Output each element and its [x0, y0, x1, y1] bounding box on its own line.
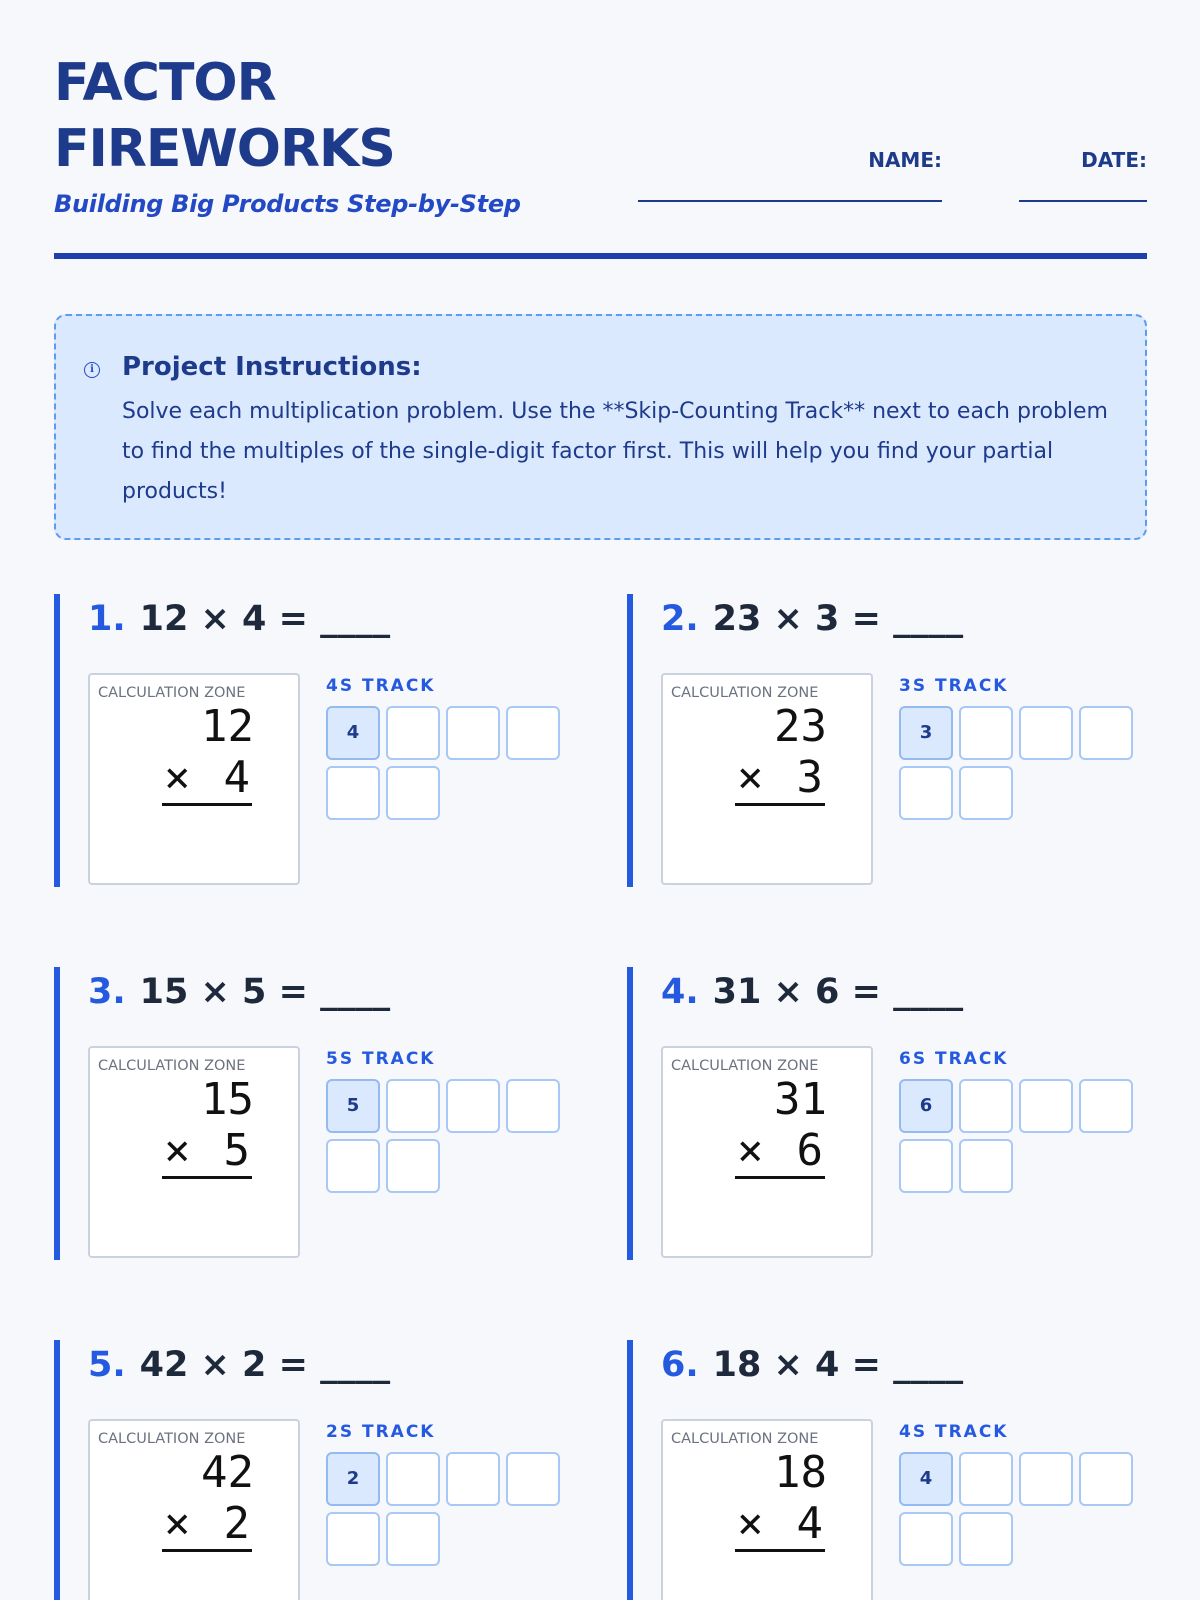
track-cell-given: 2 [326, 1452, 380, 1506]
track-cell-given: 5 [326, 1079, 380, 1133]
track-cell-blank[interactable] [386, 766, 440, 820]
track-cell-blank[interactable] [899, 1139, 953, 1193]
track-cell-blank[interactable] [386, 1139, 440, 1193]
problem-heading [88, 1342, 390, 1388]
track-cell-blank[interactable] [1079, 1452, 1133, 1506]
track-label: 2S TRACK [326, 1422, 436, 1442]
info-icon: i [84, 362, 100, 378]
track-cell-blank[interactable] [446, 1452, 500, 1506]
bottom-factor-row [735, 1126, 825, 1179]
problem-5 [54, 1340, 569, 1600]
calculation-zone[interactable] [88, 1046, 300, 1258]
track-cell-blank[interactable] [386, 706, 440, 760]
calculation-zone-label: CALCULATION ZONE [671, 1058, 819, 1074]
title-line-2: FIREWORKS [54, 119, 395, 179]
instructions-box [54, 314, 1147, 540]
top-factor: 18 [774, 1447, 827, 1498]
bottom-factor: 4 [796, 1498, 823, 1549]
date-label: DATE: [1081, 148, 1147, 172]
problem-equation: 31 × 6 = ____ [712, 972, 964, 1012]
track-cell-blank[interactable] [959, 706, 1013, 760]
bottom-factor-row [735, 753, 825, 806]
track-cell-given: 6 [899, 1079, 953, 1133]
track-label: 4S TRACK [899, 1422, 1009, 1442]
date-line[interactable] [1019, 182, 1147, 202]
instructions-title: Project Instructions: [122, 352, 422, 382]
problem-heading [661, 596, 963, 642]
problem-heading [661, 1342, 963, 1388]
problem-4 [627, 967, 1142, 1260]
track-cell-given: 4 [899, 1452, 953, 1506]
calculation-zone[interactable] [88, 673, 300, 885]
track-cell-blank[interactable] [506, 1452, 560, 1506]
bottom-factor: 5 [223, 1125, 250, 1176]
problem-heading [661, 969, 963, 1015]
multiply-sign: × [164, 1125, 191, 1176]
name-line[interactable] [638, 182, 942, 202]
top-factor: 31 [774, 1074, 827, 1125]
calculation-zone[interactable] [88, 1419, 300, 1600]
problem-number: 2. [661, 599, 699, 639]
worksheet-page [54, 0, 1147, 1600]
multiply-sign: × [737, 752, 764, 803]
problem-number: 1. [88, 599, 126, 639]
problem-6 [627, 1340, 1142, 1600]
instructions-body: Solve each multiplication problem. Use the **Skip-Counting Track** next to each problem to find the multiples of the single-digit factor first. This will help you find your partial products! [122, 399, 1108, 504]
problem-number: 4. [661, 972, 699, 1012]
track-cell-blank[interactable] [959, 1139, 1013, 1193]
track-cell-blank[interactable] [899, 766, 953, 820]
track-cell-blank[interactable] [386, 1512, 440, 1566]
problem-3 [54, 967, 569, 1260]
bottom-factor-row [162, 1126, 252, 1179]
top-factor: 23 [774, 701, 827, 752]
bottom-factor: 4 [223, 752, 250, 803]
track-cell-blank[interactable] [1019, 706, 1073, 760]
bottom-factor: 6 [796, 1125, 823, 1176]
top-factor: 12 [201, 701, 254, 752]
top-factor: 15 [201, 1074, 254, 1125]
problem-number: 6. [661, 1345, 699, 1385]
track-cell-blank[interactable] [899, 1512, 953, 1566]
problem-number: 3. [88, 972, 126, 1012]
track-cell-blank[interactable] [326, 1139, 380, 1193]
track-cell-blank[interactable] [386, 1452, 440, 1506]
page-subtitle: Building Big Products Step-by-Step [54, 190, 521, 218]
page-title [54, 50, 554, 182]
calculation-zone-label: CALCULATION ZONE [98, 685, 246, 701]
calculation-zone[interactable] [661, 1419, 873, 1600]
track-cell-blank[interactable] [1019, 1079, 1073, 1133]
track-cell-given: 3 [899, 706, 953, 760]
track-cell-blank[interactable] [326, 766, 380, 820]
track-cell-blank[interactable] [386, 1079, 440, 1133]
track-cell-blank[interactable] [446, 1079, 500, 1133]
multiply-sign: × [164, 752, 191, 803]
track-cell-blank[interactable] [506, 1079, 560, 1133]
track-cell-blank[interactable] [959, 766, 1013, 820]
calculation-zone-label: CALCULATION ZONE [98, 1431, 246, 1447]
title-line-1: FACTOR [54, 53, 276, 113]
track-cell-blank[interactable] [446, 706, 500, 760]
bottom-factor: 3 [796, 752, 823, 803]
name-field[interactable] [638, 148, 942, 202]
track-cell-blank[interactable] [506, 706, 560, 760]
calculation-zone-label: CALCULATION ZONE [671, 1431, 819, 1447]
track-cell-blank[interactable] [1079, 1079, 1133, 1133]
date-field[interactable] [1019, 148, 1147, 202]
track-cell-blank[interactable] [959, 1512, 1013, 1566]
calculation-zone-label: CALCULATION ZONE [98, 1058, 246, 1074]
calculation-zone[interactable] [661, 673, 873, 885]
track-cell-blank[interactable] [1019, 1452, 1073, 1506]
track-cell-blank[interactable] [1079, 706, 1133, 760]
problem-number: 5. [88, 1345, 126, 1385]
problem-equation: 42 × 2 = ____ [139, 1345, 391, 1385]
bottom-factor: 2 [223, 1498, 250, 1549]
problem-1 [54, 594, 569, 887]
bottom-factor-row [162, 1499, 252, 1552]
track-cell-blank[interactable] [326, 1512, 380, 1566]
problem-equation: 15 × 5 = ____ [139, 972, 391, 1012]
problem-2 [627, 594, 1142, 887]
track-cell-given: 4 [326, 706, 380, 760]
bottom-factor-row [735, 1499, 825, 1552]
track-label: 4S TRACK [326, 676, 436, 696]
track-label: 6S TRACK [899, 1049, 1009, 1069]
multiply-sign: × [737, 1498, 764, 1549]
calculation-zone-label: CALCULATION ZONE [671, 685, 819, 701]
problem-heading [88, 596, 390, 642]
track-cell-blank[interactable] [959, 1452, 1013, 1506]
track-label: 3S TRACK [899, 676, 1009, 696]
problem-equation: 18 × 4 = ____ [712, 1345, 964, 1385]
calculation-zone[interactable] [661, 1046, 873, 1258]
problem-heading [88, 969, 390, 1015]
problem-equation: 23 × 3 = ____ [712, 599, 964, 639]
problem-equation: 12 × 4 = ____ [139, 599, 391, 639]
name-label: NAME: [868, 148, 942, 172]
track-cell-blank[interactable] [959, 1079, 1013, 1133]
header-divider [54, 253, 1147, 259]
top-factor: 42 [201, 1447, 254, 1498]
bottom-factor-row [162, 753, 252, 806]
multiply-sign: × [164, 1498, 191, 1549]
multiply-sign: × [737, 1125, 764, 1176]
track-label: 5S TRACK [326, 1049, 436, 1069]
